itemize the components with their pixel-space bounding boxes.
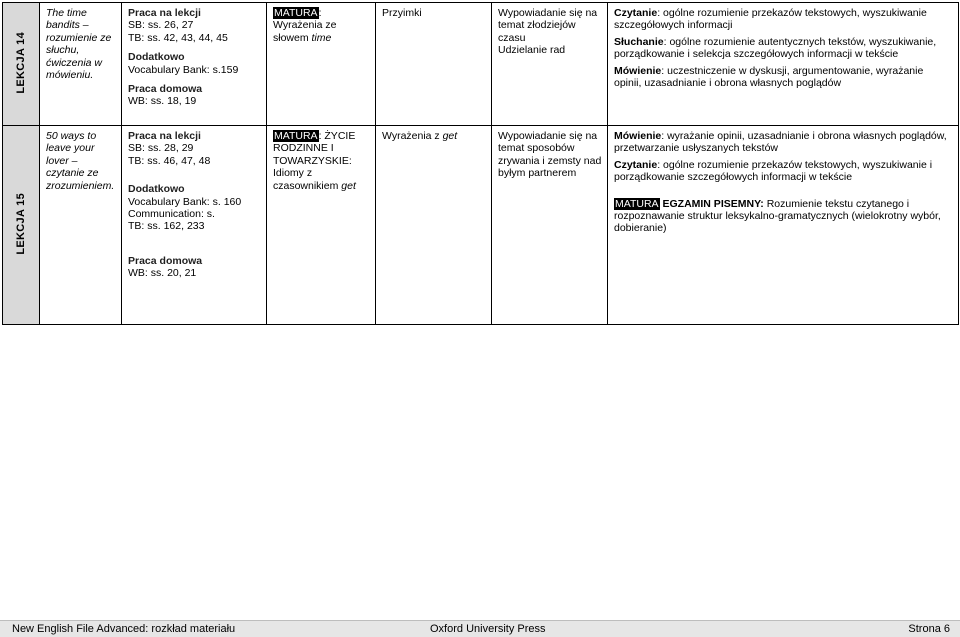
speaking-cell: [492, 126, 608, 325]
material-line: WB: ss. 20, 21: [128, 267, 197, 280]
vocab-line: TOWARZYSKIE:: [273, 154, 352, 167]
material-line: Vocabulary Bank: s. 160: [128, 195, 242, 208]
skill-item: [614, 36, 953, 61]
speaking-line: temat sposobów: [498, 142, 575, 155]
matura-badge: MATURA: [615, 197, 659, 210]
speaking-line: Udzielanie rad: [498, 44, 566, 57]
page-footer: [0, 620, 960, 637]
vocab-line: czasownikiem: [273, 179, 342, 192]
vocab-italic: time: [311, 31, 332, 44]
topic-line: bandits –: [46, 19, 89, 32]
grammar-text: Wyrażenia z: [382, 130, 443, 142]
skill-text: : wyrażanie opinii, uzasadnianie i obrona własnych poglądów, przetwarzanie usłyszanych tekstów: [614, 130, 947, 155]
exam-text: Rozumienie tekstu czytanego i rozpoznawanie struktur leksykalno-gramatycznych (wielokrotny wybór, dobieranie): [614, 197, 941, 235]
skill-item: [614, 130, 953, 155]
lesson-label-cell: [3, 3, 40, 126]
topic-line: ćwiczenia w: [46, 56, 103, 69]
lesson-label: LEKCJA 14: [14, 31, 27, 94]
domowa-heading: Praca domowa: [128, 83, 203, 96]
speaking-line: temat złodziejów: [498, 19, 576, 32]
footer-page-number: Strona 6: [908, 623, 950, 635]
topic-line: 50 ways to: [46, 130, 97, 142]
skill-text: : ogólne rozumienie przekazów tekstowych, wyszukiwanie i porządkowanie szczegółowych informacji w tekście: [614, 158, 933, 184]
footer-publisher: Oxford University Press: [430, 623, 546, 635]
materials-cell: [122, 126, 267, 325]
skill-label: Czytanie: [614, 7, 658, 19]
topic-cell: [40, 126, 122, 325]
skill-label: Mówienie: [614, 64, 662, 77]
material-line: SB: ss. 28, 29: [128, 142, 194, 155]
lesson-row-14: [3, 3, 959, 126]
material-line: Vocabulary Bank: s.159: [128, 63, 239, 76]
topic-line: zrozumieniem.: [46, 179, 115, 192]
skill-item: [614, 159, 953, 184]
topic-line: rozumienie ze: [46, 31, 112, 44]
praca-heading: Praca na lekcji: [128, 130, 201, 142]
grammar-text: Przyimki: [382, 7, 422, 19]
skill-label: Mówienie: [614, 130, 662, 142]
domowa-heading: Praca domowa: [128, 254, 203, 267]
vocab-line: słowem: [273, 31, 312, 44]
skills-cell: [608, 3, 959, 126]
exam-label: EGZAMIN PISEMNY:: [659, 197, 764, 210]
vocab-italic: get: [341, 179, 356, 192]
matura-badge: MATURA: [274, 7, 318, 19]
topic-cell: [40, 3, 122, 126]
matura-badge: MATURA: [274, 130, 318, 142]
vocabulary-cell: [267, 126, 376, 325]
speaking-line: zrywania i zemsty nad: [498, 154, 602, 167]
dodatkowo-heading: Dodatkowo: [128, 183, 185, 196]
topic-line: lover –: [46, 154, 78, 167]
grammar-italic: get: [442, 130, 458, 142]
topic-line: leave your: [46, 142, 95, 155]
speaking-cell: [492, 3, 608, 126]
skill-text: : ogólne rozumienie autentycznych tekstów, wyszukiwanie, porządkowanie i selekcja szczegółowych informacji w tekście: [614, 35, 937, 61]
exam-item: [614, 198, 953, 235]
material-line: SB: ss. 26, 27: [128, 19, 194, 32]
speaking-line: byłym partnerem: [498, 167, 577, 180]
speaking-line: Wypowiadanie się na: [498, 130, 598, 142]
topic-line: mówieniu.: [46, 69, 94, 82]
topic-line: czytanie ze: [46, 167, 99, 180]
material-line: WB: ss. 18, 19: [128, 95, 197, 108]
skills-cell: [608, 126, 959, 325]
material-line: TB: ss. 162, 233: [128, 220, 205, 233]
vocab-line: RODZINNE I: [273, 142, 334, 155]
vocabulary-cell: [267, 3, 376, 126]
skill-text: : ogólne rozumienie przekazów tekstowych, wyszukiwanie szczegółowych informacji: [614, 7, 927, 32]
lesson-plan-table: [2, 2, 958, 325]
dodatkowo-heading: Dodatkowo: [128, 51, 185, 64]
praca-heading: Praca na lekcji: [128, 7, 201, 19]
material-line: TB: ss. 42, 43, 44, 45: [128, 31, 228, 44]
speaking-line: czasu: [498, 31, 526, 44]
lesson-row-15: [3, 126, 959, 325]
skill-label: Słuchanie: [614, 35, 664, 48]
material-line: TB: ss. 46, 47, 48: [128, 154, 211, 167]
lesson-label: LEKCJA 15: [14, 192, 27, 255]
skill-label: Czytanie: [614, 158, 658, 171]
topic-line: słuchu,: [46, 44, 80, 57]
grammar-cell: [376, 126, 492, 325]
grammar-cell: [376, 3, 492, 126]
vocab-suffix: : ŻYCIE: [318, 130, 356, 142]
lesson-label-cell: [3, 126, 40, 325]
skill-item: [614, 7, 953, 32]
material-line: Communication: s.: [128, 208, 215, 221]
footer-course-title: New English File Advanced: rozkład materiału: [12, 623, 236, 635]
vocab-line: Idiomy z: [273, 167, 313, 180]
speaking-line: Wypowiadanie się na: [498, 7, 598, 19]
skill-text: : uczestniczenie w dyskusji, argumentowanie, wyrażanie opinii, uzasadnianie i obrona własnych poglądów: [614, 64, 924, 90]
vocab-suffix: :: [318, 7, 322, 19]
topic-line: The time: [46, 7, 87, 19]
materials-cell: [122, 3, 267, 126]
skill-item: [614, 65, 953, 90]
vocab-line: Wyrażenia ze: [273, 19, 337, 32]
